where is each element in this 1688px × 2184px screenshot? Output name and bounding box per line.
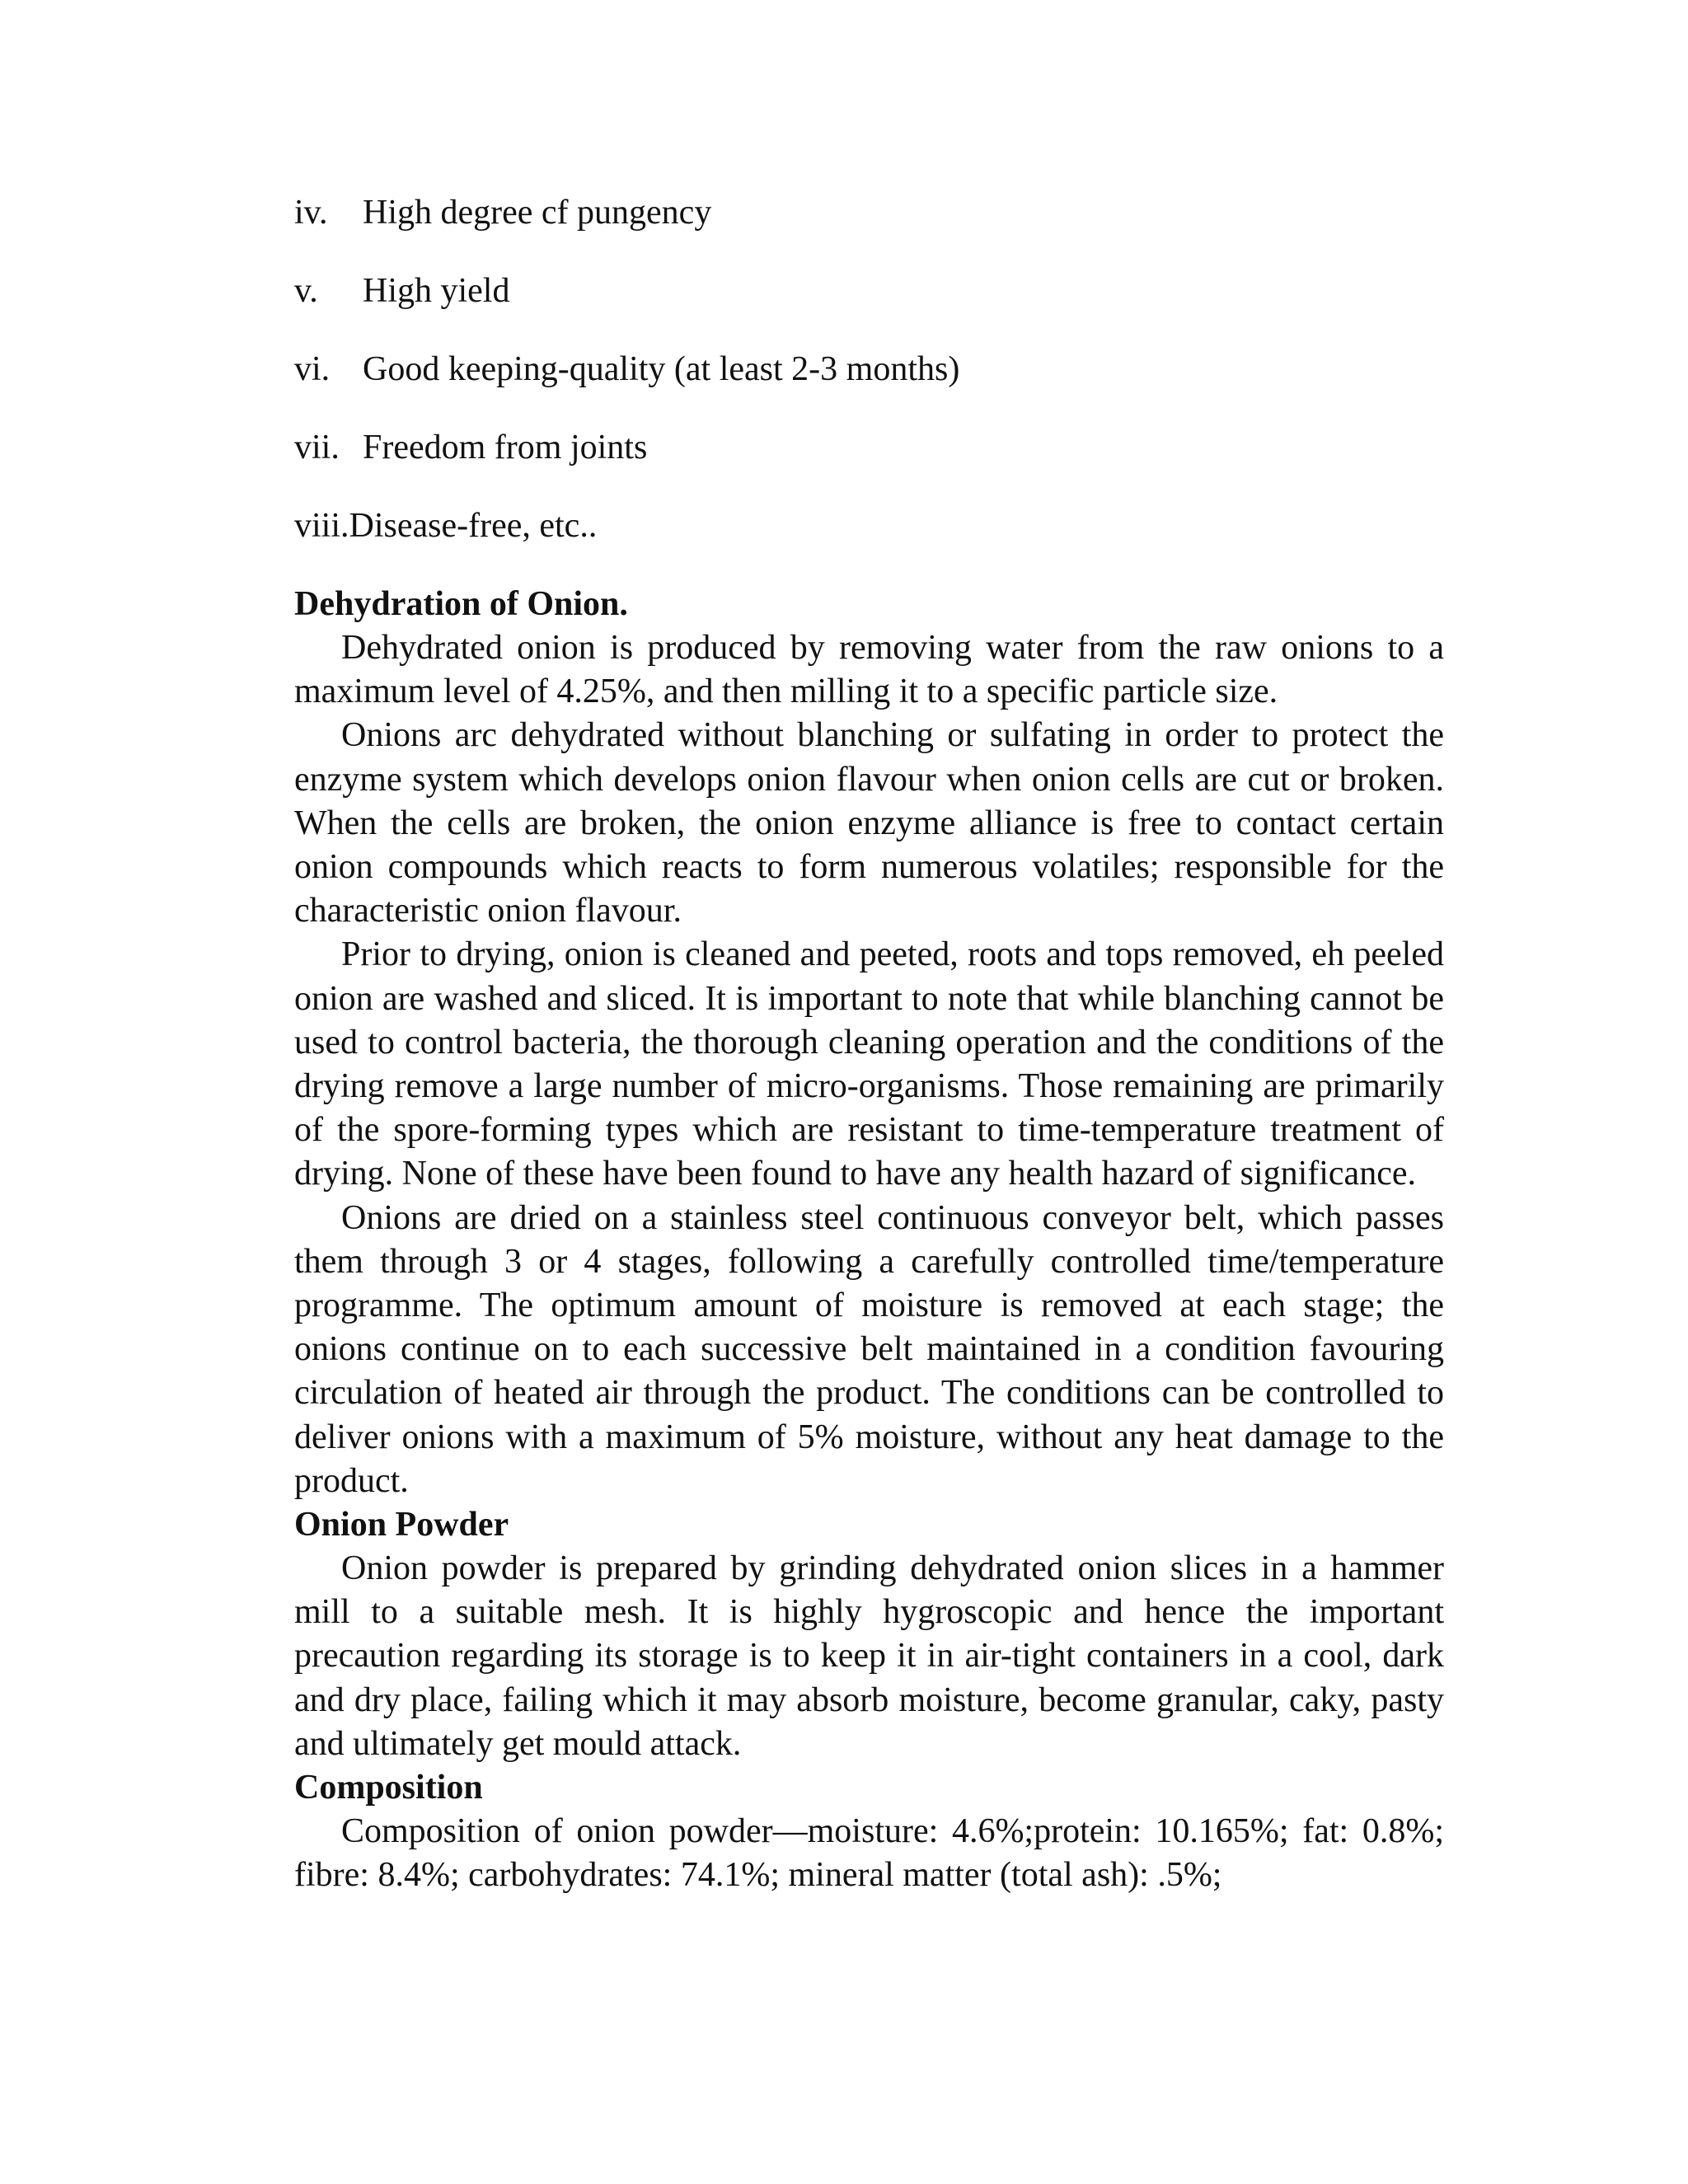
list-item-text: Good keeping-quality (at least 2-3 months) bbox=[363, 350, 960, 388]
list-item bbox=[294, 191, 1444, 234]
paragraph: Onions arc dehydrated without blanching or sulfating in order to protect the enzyme system which develops onion flavour when onion cells are cut or broken. When the cells are broken, the onion enzyme alliance is free to contact certain onion compounds which reacts to form numerous volatiles; responsible for the characteristic onion flavour. bbox=[294, 716, 1444, 930]
list-item bbox=[294, 504, 1444, 547]
list-item-numeral: vii. bbox=[294, 429, 340, 466]
list-item-numeral: vi. bbox=[294, 350, 331, 388]
list-item-text: Freedom from joints bbox=[363, 429, 648, 466]
paragraph: Onion powder is prepared by grinding dehydrated onion slices in a hammer mill to a suitable mesh. It is highly hygroscopic and hence the important precaution regarding its storage is to keep it in air-tight containers in a cool, dark and dry place, failing which it may absorb moisture, become granular, caky, pasty and ultimately get mould attack. bbox=[294, 1549, 1444, 1763]
list-item-numeral: iv. bbox=[294, 194, 328, 232]
section-heading-composition: Composition bbox=[294, 1769, 483, 1807]
quality-criteria-list bbox=[294, 191, 1444, 547]
list-item bbox=[294, 269, 1444, 312]
paragraph: Dehydrated onion is produced by removing water from the raw onions to a maximum level of 4.25%, and then milling it to a specific particle size. bbox=[294, 629, 1444, 711]
paragraph: Onions are dried on a stainless steel continuous conveyor belt, which passes them through 3 or 4 stages, following a carefully controlled time/temperature programme. The optimum amount of moisture is removed at each stage; the onions continue on to each successive belt maintained in a condition favouring circulation of heated air through the product. The conditions can be controlled to deliver onions with a maximum of 5% moisture, without any heat damage to the product. bbox=[294, 1198, 1444, 1500]
section-heading-dehydration: Dehydration of Onion. bbox=[294, 585, 628, 623]
paragraph: Prior to drying, onion is cleaned and peeted, roots and tops removed, eh peeled onion are washed and sliced. It is important to note that while blanching cannot be used to control bacteria, the thorough cleaning operation and the conditions of the drying remove a large number of micro-organisms. Those remaining are primarily of the spore-forming types which are resistant to time-temperature treatment of drying. None of these have been found to have any health hazard of significance. bbox=[294, 935, 1444, 1193]
section-heading-onion-powder: Onion Powder bbox=[294, 1506, 509, 1544]
document-page bbox=[294, 191, 1444, 1897]
list-item bbox=[294, 348, 1444, 391]
list-item-text: Disease-free, etc.. bbox=[349, 507, 598, 545]
list-item bbox=[294, 426, 1444, 469]
paragraph: Composition of onion powder—moisture: 4.6%;protein: 10.165%; fat: 0.8%; fibre: 8.4%; carbohydrates: 74.1%; mineral matter (total ash): .5%; bbox=[294, 1812, 1444, 1895]
list-item-text: High yield bbox=[363, 272, 510, 310]
list-item-text: High degree cf pungency bbox=[363, 194, 712, 232]
list-item-numeral: viii. bbox=[294, 507, 349, 545]
list-item-numeral: v. bbox=[294, 272, 318, 310]
